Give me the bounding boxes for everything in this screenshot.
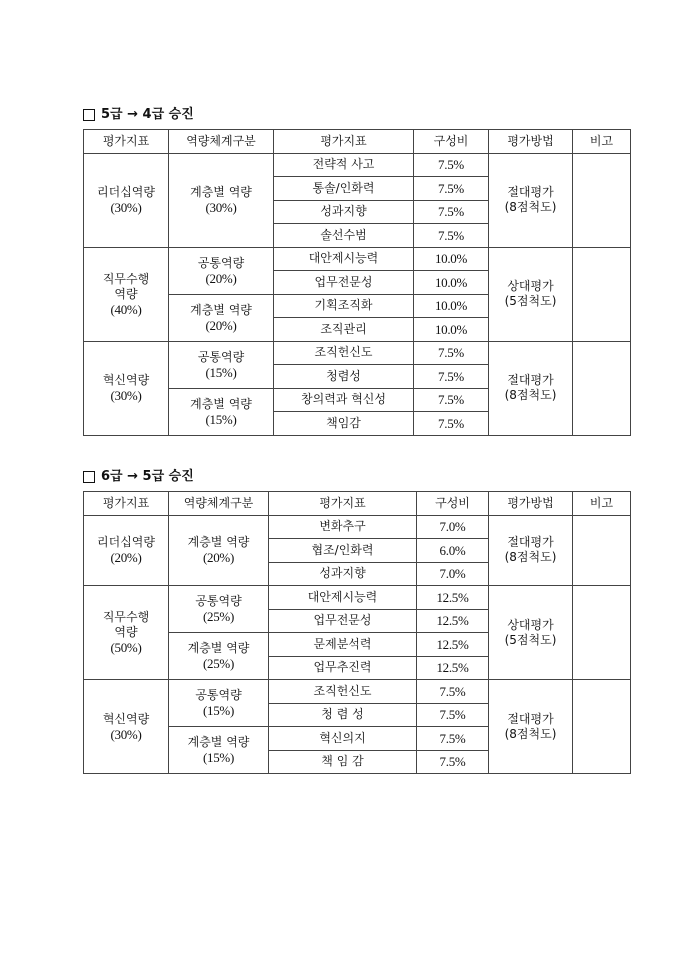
ratio-value: 7.5%: [417, 680, 489, 704]
subcategory-name: 계층별 역량: [190, 396, 252, 411]
table-row: [84, 586, 631, 610]
subcategory-percent: (15%): [203, 703, 234, 718]
indicator-label: 조직헌신도: [269, 680, 417, 704]
table-row: [84, 515, 631, 539]
category-percent: (30%): [110, 200, 142, 215]
header-row: [84, 492, 631, 516]
indicator-label: 대안제시능력: [269, 586, 417, 610]
category-name: 직무수행 역량: [102, 610, 150, 639]
ratio-value: 10.0%: [414, 318, 489, 342]
ratio-value: 12.5%: [417, 633, 489, 657]
ratio-value: 7.5%: [414, 224, 489, 248]
category-cell: [84, 153, 169, 247]
section-6-to-5: [83, 466, 630, 774]
header-row: [84, 130, 631, 154]
remarks-cell: [573, 153, 631, 247]
subcategory-cell: [169, 727, 269, 774]
category-name: 리더십역량: [97, 535, 155, 550]
indicator-label: 책임감: [274, 412, 414, 436]
indicator-label: 청렴성: [274, 365, 414, 389]
category-name: 직무수행 역량: [102, 271, 150, 301]
ratio-value: 7.5%: [414, 388, 489, 412]
method-cell: [489, 680, 573, 774]
subcategory-name: 계층별 역량: [190, 185, 252, 199]
ratio-value: 7.5%: [414, 200, 489, 224]
ratio-value: 7.5%: [414, 365, 489, 389]
method-scale: (5점척도): [504, 294, 557, 308]
method-name: 절대평가: [507, 373, 554, 387]
indicator-label: 변화추구: [269, 515, 417, 539]
subcategory-name: 계층별 역량: [187, 641, 250, 655]
subcategory-cell: [169, 515, 269, 586]
indicator-label: 창의력과 혁신성: [274, 388, 414, 412]
category-percent: (20%): [110, 550, 142, 566]
indicator-label: 솔선수범: [274, 224, 414, 248]
column-header: 비고: [573, 492, 631, 516]
method-cell: [489, 153, 573, 247]
section-heading-text: 5급 → 4급 승진: [101, 107, 194, 122]
method-scale: (8점척도): [504, 200, 557, 214]
ratio-value: 6.0%: [417, 539, 489, 563]
indicator-label: 성과지향: [274, 200, 414, 224]
checkbox-square-icon: [83, 471, 95, 483]
column-header: 역량체계구분: [169, 130, 274, 154]
subcategory-cell: [169, 247, 274, 294]
ratio-value: 7.5%: [414, 177, 489, 201]
checkbox-square-icon: [83, 109, 95, 121]
column-header: 비고: [573, 130, 631, 154]
method-scale: (8점척도): [504, 388, 557, 402]
subcategory-cell: [169, 153, 274, 247]
indicator-label: 대안제시능력: [274, 247, 414, 271]
method-name: 상대평가: [507, 279, 554, 293]
method-scale: (8점척도): [504, 550, 557, 565]
category-cell: [84, 680, 169, 774]
category-percent: (30%): [110, 726, 142, 742]
subcategory-name: 공통역량: [197, 255, 245, 270]
ratio-value: 10.0%: [414, 271, 489, 295]
method-cell: [489, 341, 573, 435]
section-heading: [83, 104, 630, 126]
subcategory-cell: [169, 341, 274, 388]
section-heading-text: 6급 → 5급 승진: [101, 469, 194, 484]
subcategory-percent: (20%): [205, 270, 237, 286]
method-name: 절대평가: [507, 711, 554, 726]
category-percent: (30%): [110, 388, 142, 403]
ratio-value: 7.5%: [414, 412, 489, 436]
column-header: 역량체계구분: [169, 492, 269, 516]
table-row: [84, 680, 631, 704]
column-header: 평가방법: [489, 492, 573, 516]
category-cell: [84, 586, 169, 680]
evaluation-table: [83, 491, 631, 774]
category-name: 리더십역량: [97, 185, 155, 199]
method-name: 절대평가: [507, 535, 554, 550]
category-cell: [84, 515, 169, 586]
method-name: 절대평가: [507, 185, 554, 199]
subcategory-cell: [169, 294, 274, 341]
subcategory-name: 계층별 역량: [187, 735, 250, 749]
indicator-label: 통솔/인화력: [274, 177, 414, 201]
section-heading: [83, 466, 630, 488]
ratio-value: 12.5%: [417, 656, 489, 680]
subcategory-percent: (30%): [205, 200, 237, 215]
table-row: [84, 247, 631, 271]
subcategory-percent: (25%): [203, 609, 234, 624]
indicator-label: 업무전문성: [269, 609, 417, 633]
subcategory-name: 계층별 역량: [187, 535, 250, 550]
ratio-value: 10.0%: [414, 294, 489, 318]
column-header: 평가지표: [84, 130, 169, 154]
remarks-cell: [573, 341, 631, 435]
subcategory-percent: (20%): [205, 317, 237, 333]
column-header: 평가지표: [84, 492, 169, 516]
ratio-value: 7.5%: [417, 727, 489, 751]
indicator-label: 협조/인화력: [269, 539, 417, 563]
column-header: 평가지표: [269, 492, 417, 516]
indicator-label: 조직관리: [274, 318, 414, 342]
ratio-value: 7.5%: [417, 750, 489, 774]
subcategory-percent: (25%): [203, 656, 234, 671]
subcategory-percent: (15%): [205, 364, 237, 380]
indicator-label: 책 임 감: [269, 750, 417, 774]
indicator-label: 전략적 사고: [274, 153, 414, 177]
ratio-value: 7.5%: [414, 341, 489, 365]
subcategory-percent: (15%): [203, 750, 234, 765]
remarks-cell: [573, 515, 631, 586]
method-cell: [489, 515, 573, 586]
method-cell: [489, 586, 573, 680]
column-header: 구성비: [414, 130, 489, 154]
category-name: 혁신역량: [102, 711, 150, 726]
subcategory-name: 공통역량: [195, 594, 242, 608]
category-cell: [84, 247, 169, 341]
indicator-label: 성과지향: [269, 562, 417, 586]
remarks-cell: [573, 586, 631, 680]
ratio-value: 7.0%: [417, 562, 489, 586]
method-scale: (5점척도): [504, 632, 557, 647]
remarks-cell: [573, 680, 631, 774]
subcategory-cell: [169, 680, 269, 727]
subcategory-name: 계층별 역량: [190, 302, 252, 317]
indicator-label: 혁신의지: [269, 727, 417, 751]
subcategory-percent: (20%): [203, 550, 234, 566]
table-row: [84, 341, 631, 365]
category-percent: (50%): [110, 640, 142, 655]
ratio-value: 7.5%: [414, 153, 489, 177]
indicator-label: 청 렴 성: [269, 703, 417, 727]
indicator-label: 문제분석력: [269, 633, 417, 657]
column-header: 구성비: [417, 492, 489, 516]
method-scale: (8점척도): [504, 726, 557, 741]
subcategory-name: 공통역량: [195, 688, 242, 702]
column-header: 평가방법: [489, 130, 573, 154]
category-cell: [84, 341, 169, 435]
ratio-value: 10.0%: [414, 247, 489, 271]
evaluation-table: [83, 129, 631, 436]
category-name: 혁신역량: [102, 373, 150, 387]
subcategory-cell: [169, 388, 274, 435]
subcategory-name: 공통역량: [197, 349, 245, 364]
ratio-value: 7.0%: [417, 515, 489, 539]
ratio-value: 12.5%: [417, 586, 489, 610]
ratio-value: 12.5%: [417, 609, 489, 633]
ratio-value: 7.5%: [417, 703, 489, 727]
subcategory-percent: (15%): [205, 411, 237, 427]
indicator-label: 조직헌신도: [274, 341, 414, 365]
subcategory-cell: [169, 586, 269, 633]
indicator-label: 업무전문성: [274, 271, 414, 295]
method-name: 상대평가: [507, 617, 554, 632]
column-header: 평가지표: [274, 130, 414, 154]
category-percent: (40%): [110, 301, 142, 317]
table-row: [84, 153, 631, 177]
indicator-label: 기획조직화: [274, 294, 414, 318]
remarks-cell: [573, 247, 631, 341]
indicator-label: 업무추진력: [269, 656, 417, 680]
method-cell: [489, 247, 573, 341]
subcategory-cell: [169, 633, 269, 680]
section-5-to-4: [83, 104, 630, 436]
